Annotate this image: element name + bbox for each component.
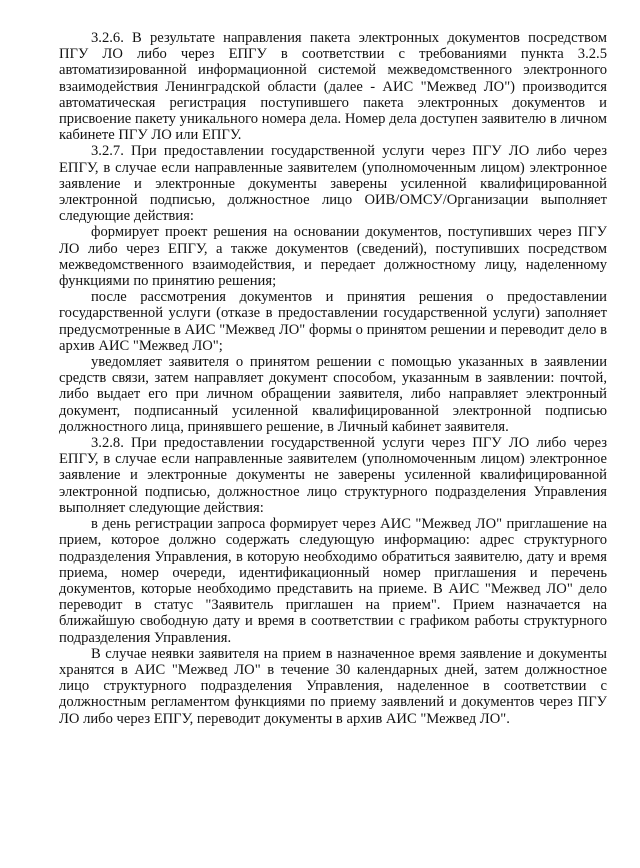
action-item-form-draft: формирует проект решения на основании документов, поступивших через ПГУ ЛО либо через ЕПГУ, а также документов (сведений), поступивших посредством межведомственного взаимодействия, и передает должностному лицу, наделенному функциями по принятию решения; [59,224,607,290]
paragraph-3-2-6: 3.2.6. В результате направления пакета электронных документов посредством ПГУ ЛО либо через ЕПГУ в соответствии с требованиями пункта 3.2.5 автоматизированной информационной системой межведомственного электронного взаимодействия Ленинградской области (далее - АИС "Межвед ЛО") производится автоматическая регистрация поступившего пакета электронных документов и присвоение пакету уникального номера дела. Номер дела доступен заявителю в личном кабинете ПГУ ЛО или ЕПГУ. [59,30,607,144]
action-item-archive: после рассмотрения документов и принятия решения о предоставлении государственной услуги (отказе в предоставлении государственной услуги) заполняет предусмотренные в АИС "Межвед ЛО" формы о принятом решении и переводит дело в архив АИС "Межвед ЛО"; [59,289,607,354]
action-item-notify: уведомляет заявителя о принятом решении с помощью указанных в заявлении средств связи, затем направляет документ способом, указанным в заявлении: почтой, либо выдает его при личном обращении заявителя, либо направляет электронный документ, подписанный усиленной квалифицированной электронной подписью должностного лица, принявшего решение, в Личный кабинет заявителя. [59,354,607,435]
paragraph-no-show: В случае неявки заявителя на прием в назначенное время заявление и документы хранятся в АИС "Межвед ЛО" в течение 30 календарных дней, затем должностное лицо структурного подразделения Управления, наделенное в соответствии с должностным регламентом функциями по приему заявлений и документов через ПГУ ЛО либо через ЕПГУ, переводит документы в архив АИС "Межвед ЛО". [59,645,607,727]
paragraph-3-2-8: 3.2.8. При предоставлении государственной услуги через ПГУ ЛО либо через ЕПГУ, в случае если направленные заявителем (уполномоченным лицом) электронное заявление и электронные документы не заверены усиленной квалифицированной электронной подписью, должностное лицо структурного подразделения Управления выполняет следующие действия: [59,435,607,516]
paragraph-3-2-7: 3.2.7. При предоставлении государственной услуги через ПГУ ЛО либо через ЕПГУ, в случае если направленные заявителем (уполномоченным лицом) электронное заявление и электронные документы заверены усиленной квалифицированной электронной подписью, должностное лицо ОИВ/ОМСУ/Организации выполняет следующие действия: [59,143,607,225]
action-item-invitation: в день регистрации запроса формирует через АИС "Межвед ЛО" приглашение на прием, которое должно содержать следующую информацию: адрес структурного подразделения Управления, в которую необходимо обратиться заявителю, дату и время приема, номер очереди, идентификационный номер приглашения и перечень документов, которые необходимо представить на приеме. В АИС "Межвед ЛО" дело переводит в статус "Заявитель приглашен на прием". Прием назначается на ближайшую свободную дату и время в соответствии с графиком работы структурного подразделения Управления. [59,516,607,646]
